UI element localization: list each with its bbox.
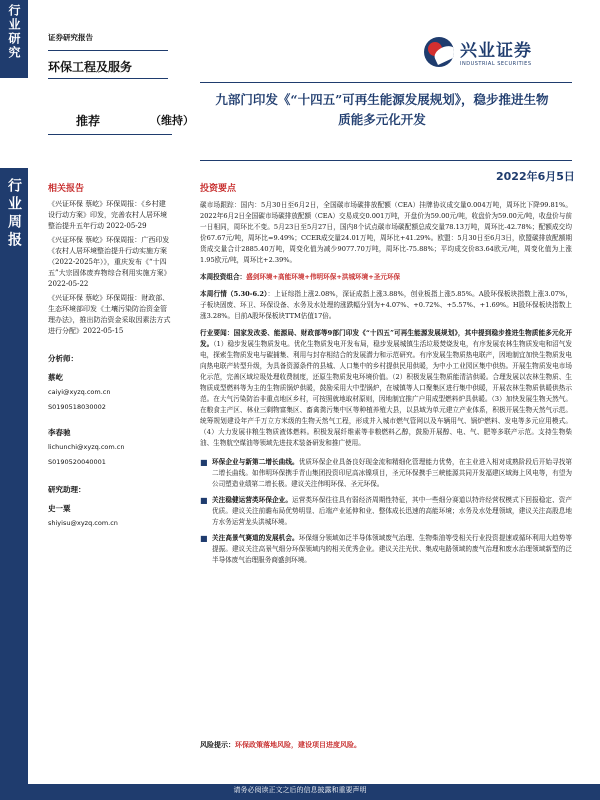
recommendation-label: 关注稳健运营类环保企业。	[212, 496, 293, 504]
news-paragraph	[200, 328, 572, 449]
recommendation-item	[200, 533, 572, 566]
related-report-item[interactable]: 《兴证环保 蔡屹》环保周报：《乡村建设行动方案》印发，完善农村人居环境整治提升五年行动 2022-05-29	[48, 200, 167, 230]
risk-text: 环保政策落地风险，建设项目进度风险。	[235, 740, 361, 749]
rating-change: （维持）	[150, 114, 194, 127]
news-label: 行业要闻：国家发改委、能源局、财政部等9部门印发《“十四五”可再生能源发展规划》，其中提到稳步推进生物质能多元化开发。	[200, 329, 572, 348]
recommendation-label: 关注高景气赛道的发展机会。	[212, 534, 299, 542]
investment-highlights-title: 投资要点	[200, 184, 237, 194]
logo-cn-text: 兴业证券	[460, 41, 532, 61]
market-text: ：上证综指上涨2.08%，深证成指上涨3.88%，创业板指上涨5.85%。A股环保板块指数上涨3.07%，子板块固废、环卫、环保设备、水务及水处理的涨跌幅分别为+4.07%、+0.72%、+5.57%、+1.69%。H股环保板块指数上涨3.28%。目前A股环保板块TTM估值17倍。	[200, 290, 572, 320]
portfolio-paragraph	[200, 272, 572, 283]
analyst-name: 李春驰	[48, 428, 71, 437]
main-column	[200, 184, 572, 574]
portfolio-value: 盛剑环境+高能环境+伟明环保+洪城环境+圣元环保	[246, 273, 401, 281]
analyst-cert: S0190520040001	[48, 458, 106, 466]
recommendation-text: 运营类环保往往具有弱经济周期性特征，其中一些细分赛道以特许经营权模式下回报稳定、资产优质。建议关注前瞻布局优势明显、后端产业延伸和业、整体成长迅速的高能环境；水务及水处理领域，建议关注高股息地方水务运营龙头洪城环境。	[212, 496, 573, 526]
market-label: 本周行情（5.30-6.2）	[200, 290, 268, 298]
recommendations	[200, 457, 572, 566]
assistant-name: 史一粟	[48, 504, 71, 513]
bullet-icon: ■	[200, 458, 208, 467]
assistant-label: 研究助理：	[48, 485, 86, 494]
related-report-item[interactable]: 《兴证环保 蔡屹》环保周报：财政部、生态环境部印发《土壤污染防治资金管理办法》，推出防治资金采取因素法方式进行分配》2022-05-15	[48, 294, 171, 335]
divider-title-top	[200, 82, 572, 83]
portfolio-label: 本周投资组合：	[200, 273, 247, 281]
risk-warning	[200, 740, 361, 750]
related-report-item[interactable]: 《兴证环保 蔡屹》环保周报：广西印发《农村人居环境整治提升行动实施方案（2022-2025年）》，重庆发布《“十四五”大宗固体废弃物综合利用实施方案》2022-05-22	[48, 236, 171, 288]
side-band-category-text: 行业周报	[6, 178, 22, 250]
risk-label: 风险提示：	[200, 740, 235, 749]
side-band-top-text: 行业研究	[7, 4, 21, 60]
report-date: 2022年6月5日	[496, 170, 575, 183]
recommendation-item	[200, 495, 572, 528]
divider-rating	[48, 134, 172, 135]
divider-industry	[48, 78, 168, 79]
related-reports-title: 相关报告	[48, 184, 85, 194]
report-title: 九部门印发《“十四五”可再生能源发展规划》，稳步推进生物质能多元化开发	[215, 92, 549, 127]
analyst-email[interactable]: caiyi@xyzq.com.cn	[48, 388, 111, 396]
side-band-category	[0, 168, 28, 784]
divider-title-bottom	[200, 160, 572, 161]
carbon-market-paragraph: 碳市场跟踪：国内：5月30日至6月2日，全国碳市场碳排放配额（CEA）挂牌协议成交量0.004万吨，周环比下降99.81%。2022年6月2日全国碳市场碳排放配额（CEA）交易成交0.001万吨，开盘价为59.00元/吨，收盘价为59.00元/吨，收盘价与前一日相同，周环比不变。5月23日至5月27日，国内8个试点碳市场碳配额总成交量78.13万吨，周环比-42.78%；配额成交均价67.67元/吨，周环比=9.49%；CCER成交量24.01万吨，周环比+41.29%。欧盟：5月30日至6月3日，欧盟碳排放配额期货成交量合计2885.40万吨，周变化值为减少9077.70万吨，周环比-75.88%；平均成交价83.64欧元/吨，周变化值为上涨1.95欧元/吨，周环比+2.39%。	[200, 201, 572, 264]
recommendation-label: 环保企业与新第二增长曲线。	[212, 458, 299, 466]
left-column	[48, 184, 172, 529]
report-type: 证券研究报告	[48, 33, 93, 42]
logo-en-text: INDUSTRIAL SECURITIES	[460, 61, 532, 67]
recommendation-text: 环保细分领域如泛半导体领域废气治理、生物柴油等受相关行业投资提速或循环利用大趋势等提振。建议关注高景气细分环保领域内的相关优秀企业。建议关注光伏、集成电路领域的废气治理和废水治理领域新型的泛半导体废气治理服务商盛剑环境。	[212, 534, 573, 564]
footer-disclaimer[interactable]: 请务必阅读正文之后的信息披露和重要声明	[233, 786, 367, 794]
industry-name: 环保工程及服务	[48, 60, 133, 74]
assistant-email[interactable]: shiyisu@xyzq.com.cn	[48, 519, 118, 527]
company-logo	[424, 36, 532, 67]
rating-label: 推荐	[76, 114, 101, 128]
recommendation-item	[200, 457, 572, 490]
analyst-name: 蔡屹	[48, 373, 63, 382]
bullet-icon: ■	[200, 534, 208, 543]
recommendation-text: 优质环保企业具备良好现金流和精细化管理能力优势，在主业进入相对成熟阶段后开始寻找第二增长曲线。如伟明环保携手青山集团投资印尼高冰镍项目，圣元环保携手三峡能源共同开发福建区域海上风电等，有望为公司塑造业绩第二增长极。建议关注伟明环保、圣元环保。	[212, 458, 573, 488]
market-paragraph	[200, 289, 572, 322]
logo-mark-icon	[424, 37, 454, 67]
analyst-label: 分析师：	[48, 354, 78, 363]
analyst-cert: S0190518030002	[48, 403, 106, 411]
news-text: （1）稳步发展生物质发电。优化生物质发电开发布局，稳步发展城镇生活垃圾焚烧发电，有序发展农林生物质发电和沼气发电，探索生物质发电与碳捕集、利用与封存相结合的发展潜力和示范研究。有序发展生物质热电联产，因地制宜加快生物质发电向热电联产转型升级，为具备资源条件的县城、人口集中的乡村提供民用供暖，为中小工业园区集中供热。开展生物质发电市场化示范，完善区域垃圾处理收费制度，还原生物质发电环境价值。（2）积极发展生物质能清洁供暖。合理发展以农林生物质、生物质成型燃料等为主的生物质锅炉供暖，鼓励采用大中型锅炉，在城镇等人口聚集区进行集中供暖，开展农林生物质供暖供热示范。在大气污染防治非重点地区乡村，可按照就地取材原则，因地制宜推广户用成型燃料炉具供暖。（3）加快发展生物天然气。在粮食主产区、林业三剩物富集区、畜禽粪污集中区等种植养殖大县，以县域为单元建立产业体系，积极开展生物天然气示范。统筹规划建设年产千万立方米级的生物天然气工程，形成并入城市燃气管网以及车辆用气、锅炉燃料、发电等多元应用模式。（4）大力发展非粮生物质液体燃料。积极发展纤维素等非粮燃料乙醇，鼓励开展醇、电、气、肥等多联产示范。支持生物柴油、生物航空煤油等领域先进技术装备研发和推广使用。	[200, 340, 572, 447]
analyst-email[interactable]: lichunchi@xyzq.com.cn	[48, 443, 125, 451]
divider-header	[48, 50, 168, 51]
bullet-icon: ■	[200, 496, 208, 505]
side-band-top	[0, 0, 28, 78]
